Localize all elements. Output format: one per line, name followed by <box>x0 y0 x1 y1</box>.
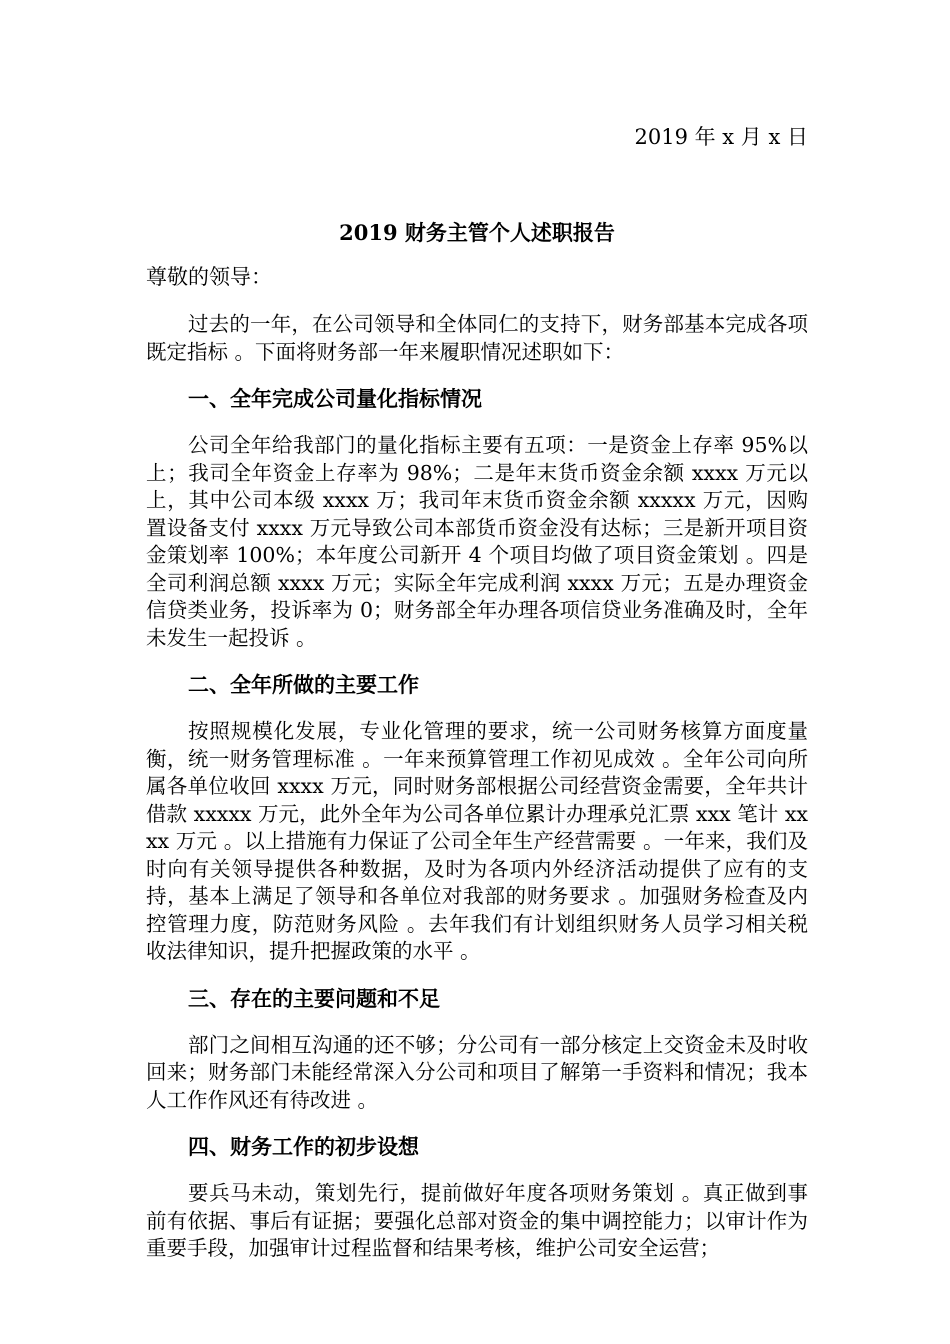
section-body-2: 按照规模化发展，专业化管理的要求，统一公司财务核算方面度量衡，统一财务管理标准 。一年来预算管理工作初见成效 。全年公司向所属各单位收回 xxxx 万元，同时财务部根据公司经营资金需要，全年共计借款 xxxxx 万元，此外全年为公司各单位累计办理承兑汇票 xxx 笔计 xxxx 万元 。以上措施有力保证了公司全年生产经营需要 。一年来，我们及时向有关领导提供各种数据，及时为各项内外经济活动提供了应有的支持，基本上满足了领导和各单位对我部的财务要求 。加强财务检查及内控管理力度，防范财务风险 。去年我们有计划组织财务人员学习相关税收法律知识，提升把握政策的水平 。 <box>146 719 808 963</box>
section-heading-2: 二、全年所做的主要工作 <box>188 672 419 697</box>
report-date: 2019 年 x 月 x 日 <box>634 125 808 149</box>
section-body-3: 部门之间相互沟通的还不够；分公司有一部分核定上交资金未及时收回来；财务部门未能经常深入分公司和项目了解第一手资料和情况；我本人工作作风还有待改进 。 <box>146 1032 808 1112</box>
section-heading-3: 三、存在的主要问题和不足 <box>188 985 440 1011</box>
page-title: 2019 财务主管个人述职报告 <box>339 220 615 245</box>
report-body <box>146 311 808 1282</box>
section-body-1: 公司全年给我部门的量化指标主要有五项：一是资金上存率 95%以上；我司全年资金上存率为 98%；二是年末货币资金余额 xxxx 万元以上，其中公司本级 xxxx 万；我司年末货币资金余额 xxxxx 万元，因购置设备支付 xxxx 万元导致公司本部货币资金没有达标；三是新开项目资金策划率 100%；本年度公司新开 4 个项目均做了项目资金策划 。四是全司利润总额 xxxx 万元；实际全年完成利润 xxxx 万元；五是办理资金信贷类业务，投诉率为 0；财务部全年办理各项信贷业务准确及时，全年未发生一起投诉 。 <box>146 433 808 650</box>
section-body-4: 要兵马未动，策划先行，提前做好年度各项财务策划 。真正做到事前有依据、事后有证据；要强化总部对资金的集中调控能力；以审计作为重要手段，加强审计过程监督和结果考核，维护公司安全运营； <box>146 1181 808 1260</box>
section-heading-4: 四、财务工作的初步设想 <box>188 1134 419 1159</box>
intro-paragraph: 过去的一年，在公司领导和全体同仁的支持下，财务部基本完成各项既定指标 。下面将财务部一年来履职情况述职如下： <box>146 312 808 364</box>
salutation: 尊敬的领导： <box>146 265 272 289</box>
section-heading-1: 一、全年完成公司量化指标情况 <box>188 386 482 411</box>
